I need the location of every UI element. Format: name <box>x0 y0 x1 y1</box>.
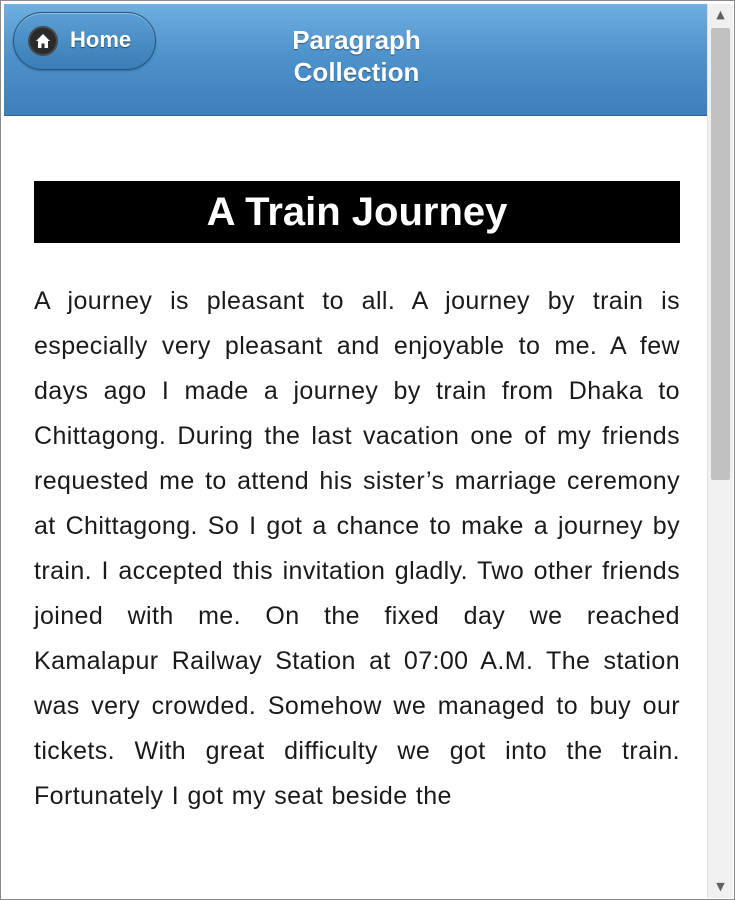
article-title: A Train Journey <box>34 181 680 243</box>
app-title <box>234 24 479 88</box>
app-title-line-2: Collection <box>293 57 420 87</box>
vertical-scrollbar[interactable] <box>707 4 733 898</box>
home-button-label: Home <box>70 27 132 52</box>
home-icon <box>28 26 58 56</box>
app-title-line-1: Paragraph <box>292 25 421 55</box>
app-header <box>4 4 707 116</box>
scroll-up-arrow-icon[interactable]: ▲ <box>716 8 725 21</box>
scrollbar-thumb[interactable] <box>711 28 730 480</box>
article-body: A journey is pleasant to all. A journey by train is especially very pleasant and enjoyable to me. A few days ago I made a journey by train from Dhaka to Chittagong. During the last vacation one of my friends requested me to attend his sister’s marriage ceremony at Chittagong. So I got a chance to make a journey by train. I accepted this invitation gladly. Two other friends joined with me. On the fixed day we reached Kamalapur Railway Station at 07:00 A.M. The station was very crowded. Somehow we managed to buy our tickets. With great difficulty we got into the train. Fortunately I got my seat beside the <box>34 287 680 810</box>
scroll-down-arrow-icon[interactable]: ▼ <box>716 880 725 893</box>
article-content[interactable] <box>4 117 707 899</box>
home-button[interactable] <box>13 12 156 70</box>
